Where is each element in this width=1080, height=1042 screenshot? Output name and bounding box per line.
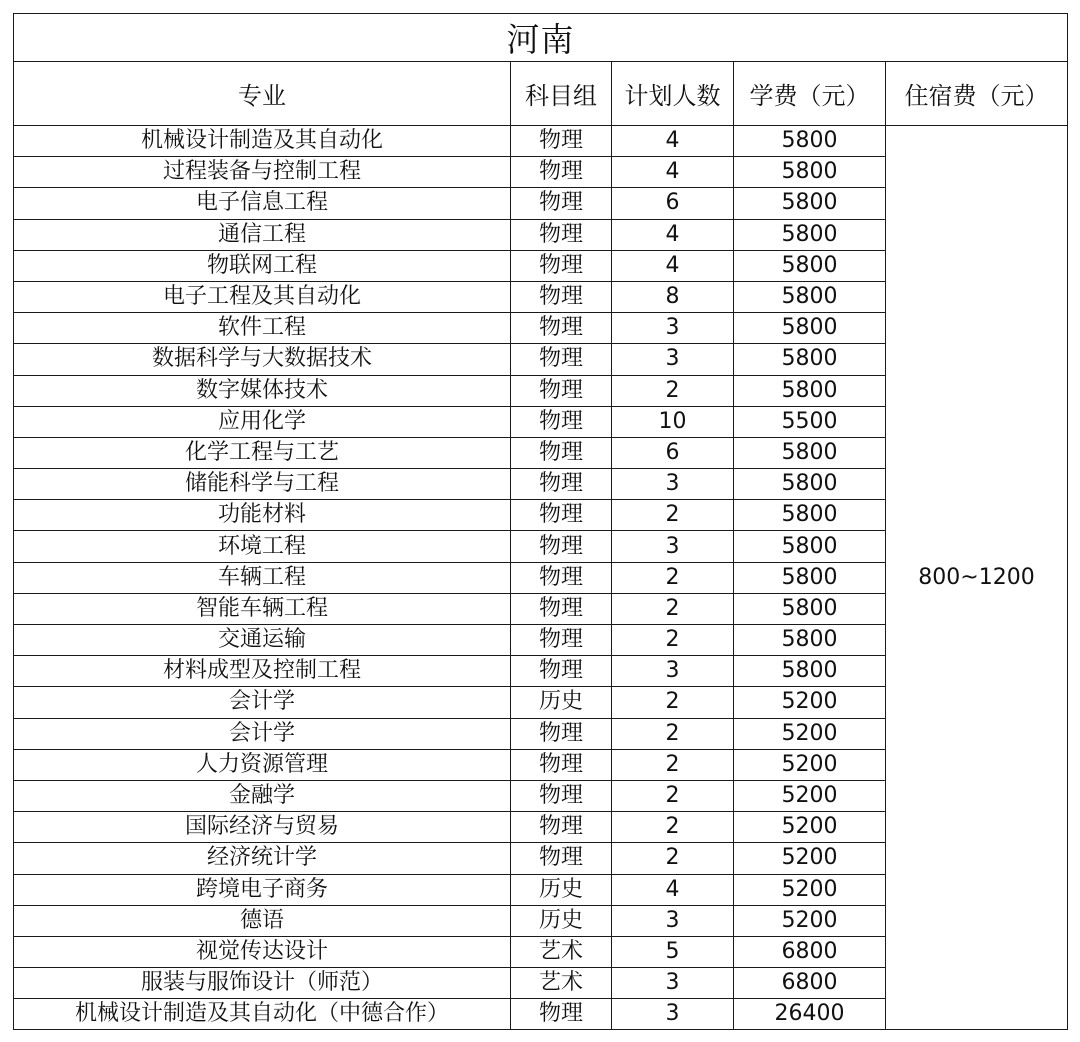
tuition-cell: 5200	[734, 905, 886, 936]
tuition-cell: 5800	[734, 437, 886, 468]
subject-group-cell: 物理	[511, 749, 612, 780]
tuition-cell: 5500	[734, 406, 886, 437]
planned-count-cell: 3	[612, 999, 734, 1030]
major-cell: 机械设计制造及其自动化（中德合作）	[14, 999, 511, 1030]
tuition-cell: 5800	[734, 562, 886, 593]
tuition-cell: 5800	[734, 593, 886, 624]
major-cell: 视觉传达设计	[14, 936, 511, 967]
planned-count-cell: 8	[612, 281, 734, 312]
header-tuition: 学费（元）	[734, 62, 886, 126]
planned-count-cell: 2	[612, 718, 734, 749]
tuition-cell: 5800	[734, 157, 886, 188]
subject-group-cell: 物理	[511, 281, 612, 312]
tuition-cell: 6800	[734, 968, 886, 999]
major-cell: 电子工程及其自动化	[14, 281, 511, 312]
planned-count-cell: 3	[612, 344, 734, 375]
table-body	[14, 126, 1068, 1030]
major-cell: 跨境电子商务	[14, 874, 511, 905]
tuition-cell: 5800	[734, 126, 886, 157]
major-cell: 功能材料	[14, 500, 511, 531]
tuition-cell: 26400	[734, 999, 886, 1030]
subject-group-cell: 物理	[511, 313, 612, 344]
table-row	[14, 126, 1068, 157]
planned-count-cell: 2	[612, 749, 734, 780]
table-title-row	[14, 14, 1068, 62]
subject-group-cell: 物理	[511, 625, 612, 656]
major-cell: 软件工程	[14, 313, 511, 344]
planned-count-cell: 4	[612, 126, 734, 157]
planned-count-cell: 2	[612, 562, 734, 593]
planned-count-cell: 6	[612, 437, 734, 468]
planned-count-cell: 3	[612, 313, 734, 344]
subject-group-cell: 艺术	[511, 968, 612, 999]
subject-group-cell: 物理	[511, 250, 612, 281]
major-cell: 智能车辆工程	[14, 593, 511, 624]
major-cell: 国际经济与贸易	[14, 812, 511, 843]
subject-group-cell: 物理	[511, 500, 612, 531]
planned-count-cell: 4	[612, 874, 734, 905]
major-cell: 数据科学与大数据技术	[14, 344, 511, 375]
subject-group-cell: 物理	[511, 188, 612, 219]
tuition-cell: 5800	[734, 469, 886, 500]
planned-count-cell: 2	[612, 625, 734, 656]
table-title: 河南	[14, 14, 1068, 62]
subject-group-cell: 物理	[511, 219, 612, 250]
major-cell: 材料成型及控制工程	[14, 656, 511, 687]
tuition-cell: 5800	[734, 500, 886, 531]
tuition-cell: 5800	[734, 250, 886, 281]
tuition-cell: 5800	[734, 625, 886, 656]
major-cell: 德语	[14, 905, 511, 936]
subject-group-cell: 物理	[511, 812, 612, 843]
header-planned-count: 计划人数	[612, 62, 734, 126]
major-cell: 人力资源管理	[14, 749, 511, 780]
planned-count-cell: 10	[612, 406, 734, 437]
planned-count-cell: 2	[612, 780, 734, 811]
subject-group-cell: 物理	[511, 780, 612, 811]
planned-count-cell: 2	[612, 500, 734, 531]
tuition-cell: 6800	[734, 936, 886, 967]
subject-group-cell: 艺术	[511, 936, 612, 967]
subject-group-cell: 物理	[511, 843, 612, 874]
subject-group-cell: 物理	[511, 437, 612, 468]
subject-group-cell: 物理	[511, 593, 612, 624]
subject-group-cell: 物理	[511, 469, 612, 500]
tuition-cell: 5800	[734, 188, 886, 219]
planned-count-cell: 4	[612, 157, 734, 188]
dorm-fee-cell: 800~1200	[886, 126, 1068, 1030]
tuition-cell: 5800	[734, 313, 886, 344]
tuition-cell: 5800	[734, 531, 886, 562]
subject-group-cell: 物理	[511, 562, 612, 593]
tuition-cell: 5200	[734, 843, 886, 874]
major-cell: 化学工程与工艺	[14, 437, 511, 468]
tuition-cell: 5200	[734, 812, 886, 843]
planned-count-cell: 4	[612, 219, 734, 250]
subject-group-cell: 物理	[511, 718, 612, 749]
planned-count-cell: 3	[612, 656, 734, 687]
table-header-row	[14, 62, 1068, 126]
subject-group-cell: 历史	[511, 687, 612, 718]
major-cell: 机械设计制造及其自动化	[14, 126, 511, 157]
planned-count-cell: 3	[612, 968, 734, 999]
subject-group-cell: 物理	[511, 375, 612, 406]
planned-count-cell: 2	[612, 812, 734, 843]
planned-count-cell: 2	[612, 687, 734, 718]
tuition-cell: 5800	[734, 344, 886, 375]
tuition-cell: 5200	[734, 687, 886, 718]
tuition-cell: 5200	[734, 874, 886, 905]
subject-group-cell: 物理	[511, 157, 612, 188]
subject-group-cell: 历史	[511, 874, 612, 905]
major-cell: 服装与服饰设计（师范）	[14, 968, 511, 999]
tuition-cell: 5800	[734, 656, 886, 687]
tuition-cell: 5800	[734, 375, 886, 406]
major-cell: 储能科学与工程	[14, 469, 511, 500]
major-cell: 会计学	[14, 718, 511, 749]
subject-group-cell: 物理	[511, 406, 612, 437]
tuition-cell: 5200	[734, 780, 886, 811]
enrollment-plan-document	[13, 13, 1068, 1030]
major-cell: 电子信息工程	[14, 188, 511, 219]
major-cell: 经济统计学	[14, 843, 511, 874]
major-cell: 环境工程	[14, 531, 511, 562]
planned-count-cell: 2	[612, 843, 734, 874]
planned-count-cell: 5	[612, 936, 734, 967]
major-cell: 物联网工程	[14, 250, 511, 281]
tuition-cell: 5800	[734, 281, 886, 312]
major-cell: 会计学	[14, 687, 511, 718]
tuition-cell: 5200	[734, 718, 886, 749]
planned-count-cell: 3	[612, 531, 734, 562]
subject-group-cell: 物理	[511, 656, 612, 687]
major-cell: 数字媒体技术	[14, 375, 511, 406]
planned-count-cell: 3	[612, 905, 734, 936]
subject-group-cell: 物理	[511, 999, 612, 1030]
major-cell: 交通运输	[14, 625, 511, 656]
header-major: 专业	[14, 62, 511, 126]
planned-count-cell: 2	[612, 593, 734, 624]
planned-count-cell: 3	[612, 469, 734, 500]
header-dorm-fee: 住宿费（元）	[886, 62, 1068, 126]
major-cell: 通信工程	[14, 219, 511, 250]
subject-group-cell: 物理	[511, 531, 612, 562]
planned-count-cell: 6	[612, 188, 734, 219]
major-cell: 过程装备与控制工程	[14, 157, 511, 188]
subject-group-cell: 物理	[511, 126, 612, 157]
subject-group-cell: 物理	[511, 344, 612, 375]
planned-count-cell: 4	[612, 250, 734, 281]
tuition-cell: 5800	[734, 219, 886, 250]
enrollment-plan-table	[13, 13, 1068, 1030]
subject-group-cell: 历史	[511, 905, 612, 936]
header-subject-group: 科目组	[511, 62, 612, 126]
planned-count-cell: 2	[612, 375, 734, 406]
major-cell: 应用化学	[14, 406, 511, 437]
tuition-cell: 5200	[734, 749, 886, 780]
major-cell: 车辆工程	[14, 562, 511, 593]
major-cell: 金融学	[14, 780, 511, 811]
